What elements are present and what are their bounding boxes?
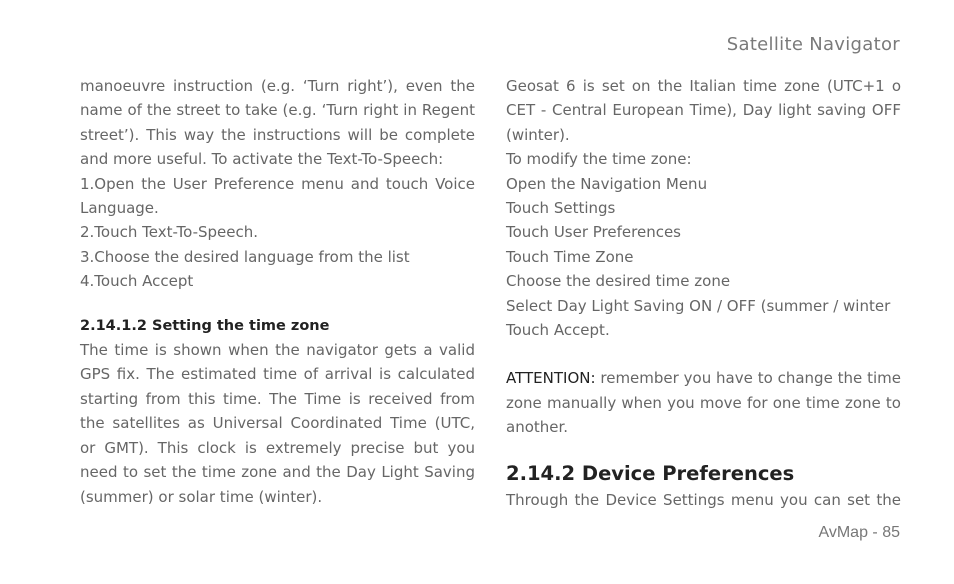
- modify-line: To modify the time zone:: [506, 150, 692, 169]
- modify-line: Touch Settings: [506, 199, 616, 218]
- modify-line: Open the Navigation Menu: [506, 174, 708, 193]
- attention-text: remember you have to change the time zone manually when you move for one time zone to another.: [506, 369, 901, 437]
- attention-note: [506, 366, 901, 439]
- modify-line: Select Day Light Saving ON / OFF (summer / winter: [506, 296, 891, 315]
- intro-paragraph: manoeuvre instruction (e.g. ‘Turn right’), even the name of the street to take (e.g. ‘Turn right in Regent street’). This way the instructions will be complete and more useful. To activate the Text-To-Speech:: [80, 77, 475, 169]
- step-1: 1.Open the User Preference menu and touch Voice Language.: [80, 174, 475, 218]
- step-2: 2.Touch Text-To-Speech.: [80, 223, 259, 242]
- modify-line: Touch User Preferences: [506, 223, 681, 242]
- modify-line: Touch Accept.: [506, 321, 610, 340]
- right-column: [506, 74, 901, 512]
- step-4: 4.Touch Accept: [80, 272, 194, 291]
- time-paragraph: The time is shown when the navigator gets a valid GPS fix. The estimated time of arrival is calculated starting from this time. The Time is received from the satellites as Universal Coordinated Time (UTC, or GMT). This clock is extremely precise but you need to set the time zone and the Day Light Saving (summer) or solar time (winter).: [80, 341, 475, 506]
- device-paragraph: Through the Device Settings menu you can set the: [506, 490, 901, 509]
- steps-list: [80, 172, 475, 294]
- step-3: 3.Choose the desired language from the list: [80, 247, 410, 266]
- running-header-title: Satellite Navigator: [726, 34, 900, 55]
- geosat-paragraph: Geosat 6 is set on the Italian time zone (UTC+1 o CET - Central European Time), Day light saving OFF (winter).: [506, 77, 901, 144]
- modify-line: Choose the desired time zone: [506, 272, 731, 291]
- modify-instructions: [506, 147, 901, 342]
- left-column: [80, 74, 475, 509]
- section-heading-device-preferences: 2.14.2 Device Preferences: [506, 461, 795, 485]
- page-number: AvMap - 85: [818, 524, 900, 541]
- section-heading-time-zone: 2.14.1.2 Setting the time zone: [80, 317, 330, 334]
- modify-line: Touch Time Zone: [506, 247, 634, 266]
- attention-label: ATTENTION:: [506, 369, 596, 388]
